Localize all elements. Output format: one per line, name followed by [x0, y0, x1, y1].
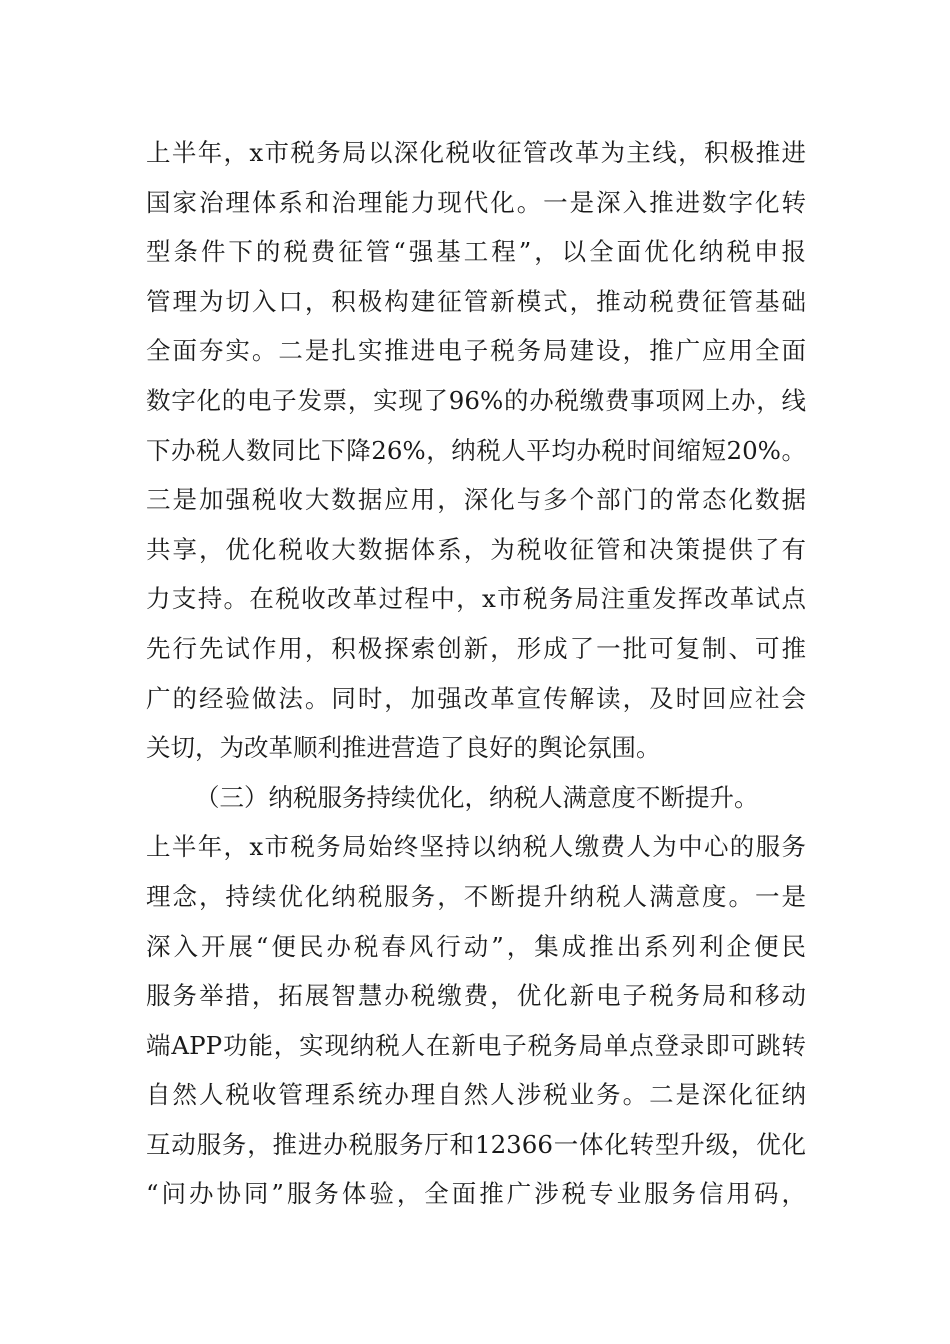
text-line: 广的经验做法。同时，加强改革宣传解读，及时回应社会: [146, 683, 806, 713]
text-line: 互动服务，推进办税服务厅和12366一体化转型升级，优化: [146, 1129, 806, 1159]
text-line: 数字化的电子发票，实现了96%的办税缴费事项网上办，线: [146, 385, 806, 415]
text-line: 国家治理体系和治理能力现代化。一是深入推进数字化转: [146, 187, 806, 217]
text-line: 型条件下的税费征管“强基工程”，以全面优化纳税申报: [146, 237, 806, 267]
text-line: 理念，持续优化纳税服务，不断提升纳税人满意度。一是: [146, 881, 806, 911]
body-text: [146, 128, 806, 1219]
text-line: “问办协同”服务体验，全面推广涉税专业服务信用码，: [146, 1179, 806, 1209]
text-line: 深入开展“便民办税春风行动”，集成推出系列利企便民: [146, 931, 806, 961]
section-heading: （三）纳税服务持续优化，纳税人满意度不断提升。: [195, 782, 759, 812]
text-line: 上半年，x市税务局始终坚持以纳税人缴费人为中心的服务: [146, 832, 806, 862]
text-line: 全面夯实。二是扎实推进电子税务局建设，推广应用全面: [146, 336, 806, 366]
text-line: 共享，优化税收大数据体系，为税收征管和决策提供了有: [146, 534, 806, 564]
text-line: 三是加强税收大数据应用，深化与多个部门的常态化数据: [146, 485, 806, 515]
text-line: 自然人税收管理系统办理自然人涉税业务。二是深化征纳: [146, 1080, 806, 1110]
text-line: 先行先试作用，积极探索创新，形成了一批可复制、可推: [146, 633, 806, 663]
text-line: 关切，为改革顺利推进营造了良好的舆论氛围。: [146, 733, 661, 763]
text-line: 上半年，x市税务局以深化税收征管改革为主线，积极推进: [146, 138, 806, 167]
text-line: 力支持。在税收改革过程中，x市税务局注重发挥改革试点: [146, 584, 806, 614]
text-line: 端APP功能，实现纳税人在新电子税务局单点登录即可跳转: [146, 1030, 806, 1060]
text-line: 管理为切入口，积极构建征管新模式，推动税费征管基础: [146, 286, 806, 316]
text-line: 下办税人数同比下降26%，纳税人平均办税时间缩短20%。: [146, 435, 806, 465]
text-line: 服务举措，拓展智慧办税缴费，优化新电子税务局和移动: [146, 981, 806, 1011]
